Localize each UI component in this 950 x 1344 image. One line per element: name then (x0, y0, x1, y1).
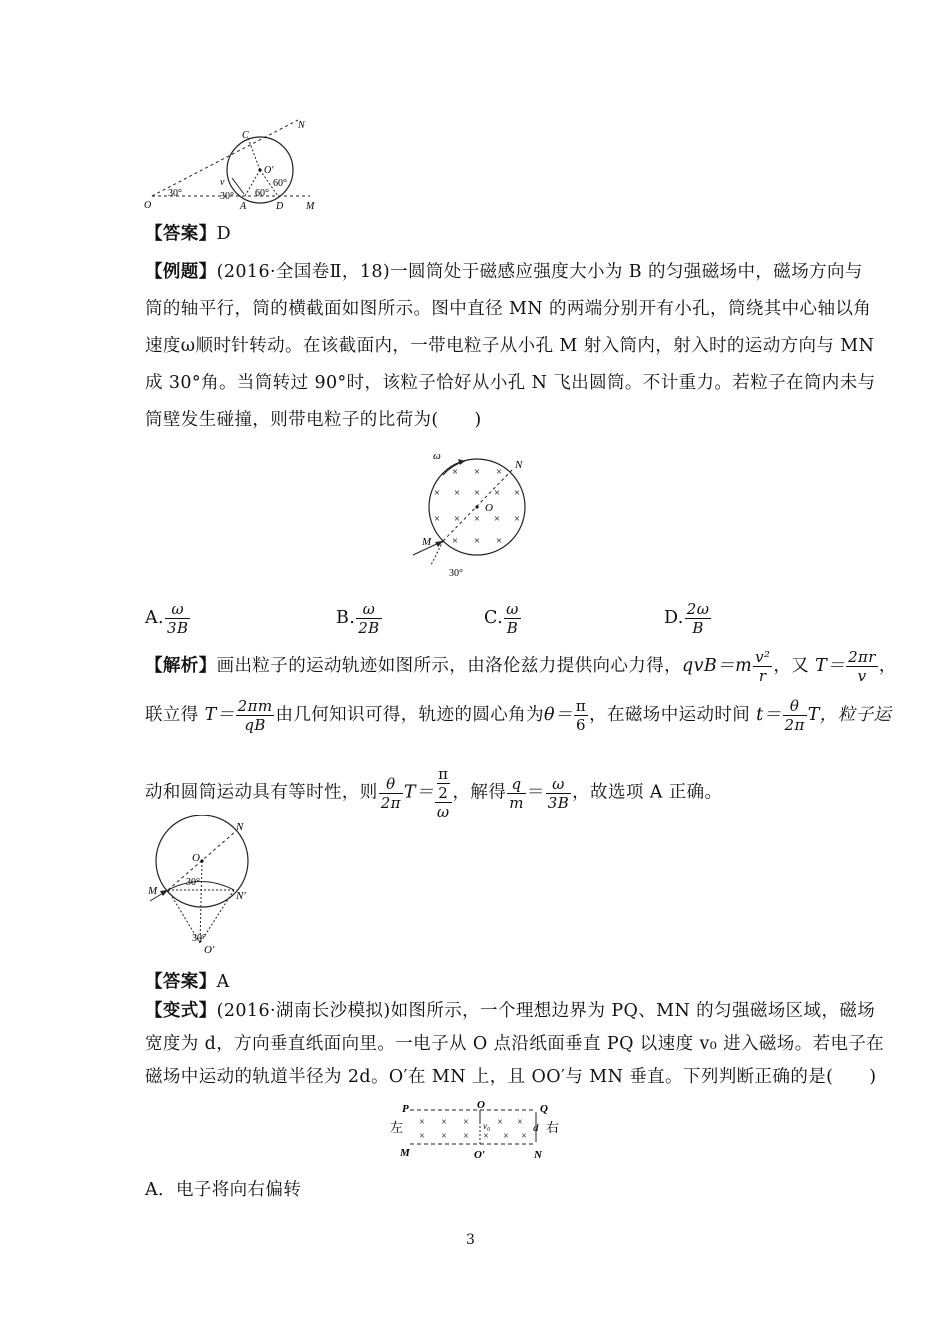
cross: × (493, 513, 501, 525)
cross: × (473, 487, 481, 499)
cross: × (463, 1117, 469, 1128)
label-c: C (242, 130, 249, 141)
cross: × (433, 487, 441, 499)
example-line-1: 【例题】(2016·全国卷Ⅱ，18)一圆筒处于磁感应强度大小为 B 的匀强磁场中，磁场方向与 (145, 262, 863, 282)
label-30-2: 30° (192, 933, 206, 944)
figure-1-diagram (140, 112, 330, 216)
cross: × (441, 1131, 447, 1142)
analysis-line-1: 【解析】画出粒子的运动轨迹如图所示，由洛伦兹力提供向心力得，qvB＝m $\frac{\text{v²}}{r}$ ，又 T＝ $\frac{2\pi r}{v}$ ， (145, 648, 897, 685)
cross: × (433, 513, 441, 525)
figure-3-diagram (140, 815, 260, 960)
figure-4-diagram (388, 1098, 588, 1164)
example-line-5: 筒壁发生碰撞，则带电粒子的比荷为( ) (145, 410, 482, 430)
label-30: 30° (449, 568, 463, 579)
cross: × (493, 487, 501, 499)
label-m: M (148, 885, 158, 897)
label-o: O (485, 502, 493, 514)
label-m: M (400, 1147, 410, 1159)
label-q: Q (540, 1103, 548, 1115)
cross: × (463, 1131, 469, 1142)
label-o-prime: O′ (474, 1149, 486, 1161)
option-a[interactable]: A. $\frac{\omega}{3B}$ (145, 600, 189, 637)
page-number: 3 (466, 1232, 475, 1248)
cross: × (473, 466, 481, 478)
label-n: N (515, 459, 523, 471)
example-tag: 【例题】 (145, 262, 217, 282)
variant-line-1: 【变式】(2016·湖南长沙模拟)如图所示，一个理想边界为 PQ、MN 的匀强磁场区域，磁场 (145, 1001, 876, 1021)
cross: × (497, 1117, 503, 1128)
label-60-1: 60° (273, 178, 287, 189)
label-o-prime: O′ (264, 165, 274, 176)
cross: × (473, 535, 481, 547)
label-n: N (298, 120, 305, 131)
label-n: N (236, 821, 244, 833)
answer-1-value: D (216, 224, 232, 244)
option-b[interactable]: B. $\frac{\omega}{2B}$ (336, 600, 380, 637)
label-n: N (534, 1149, 542, 1161)
variant-line-2: 宽度为 d，方向垂直纸面向里。一电子从 O 点沿纸面垂直 PQ 以速度 v₀ 进入磁场。若电子在 (145, 1034, 885, 1054)
cross: × (451, 466, 459, 478)
label-o: O (144, 200, 152, 211)
cross: × (419, 1117, 425, 1128)
figure-2-diagram (405, 445, 550, 585)
example-line-2: 筒的轴平行，筒的横截面如图所示。图中直径 MN 的两端分别开有小孔，筒绕其中心轴以角 (145, 299, 872, 319)
answer-1 (145, 219, 231, 249)
label-m: M (306, 201, 315, 212)
variant-line-3: 磁场中运动的轨道半径为 2d。O′在 MN 上，且 OO′与 MN 垂直。下列判断正确的是( ) (145, 1067, 877, 1087)
answer-1-tag: 【答案】 (145, 224, 217, 244)
answer-2: 【答案】A (145, 972, 230, 992)
cross: × (453, 487, 461, 499)
label-left: 左 (390, 1120, 404, 1135)
label-o: O (477, 1099, 485, 1111)
cross: × (513, 513, 521, 525)
cross: × (441, 1117, 447, 1128)
example-line-4: 成 30°角。当筒转过 90°时，该粒子恰好从小孔 N 飞出圆筒。不计重力。若粒子在筒内未与 (145, 373, 876, 393)
label-v: v (220, 177, 225, 188)
label-m: M (422, 536, 432, 548)
cross: × (419, 1131, 425, 1142)
example-line-3: 速度ω顺时针转动。在该截面内，一带电粒子从小孔 M 射入筒内，射入时的运动方向与 MN (145, 336, 875, 356)
label-d: d (533, 1122, 539, 1134)
label-omega: ω (433, 450, 441, 462)
label-a: A (240, 201, 247, 212)
label-p: P (402, 1103, 409, 1115)
analysis-line-3: 动和圆筒运动具有等时性，则 $\frac{\theta}{2\pi}$ T＝ π 2 ω ，解得 $\frac{q}{m}$ ＝ $\frac{\omega}{3B}$ ，故选项 A 正确。 (145, 765, 723, 821)
label-o-prime: O′ (204, 944, 215, 956)
label-o: O (192, 852, 200, 864)
label-30-2: 30° (220, 191, 234, 202)
cross: × (451, 535, 459, 547)
cross: × (503, 1131, 509, 1142)
cross: × (517, 1117, 523, 1128)
label-60-2: 60° (255, 188, 269, 199)
cross: × (513, 487, 521, 499)
cross: × (521, 1131, 527, 1142)
cross: × (495, 535, 503, 547)
cross: × (453, 513, 461, 525)
label-d: D (276, 201, 284, 212)
choice-a[interactable]: A．电子将向右偏转 (145, 1180, 302, 1200)
label-right: 右 (546, 1120, 560, 1135)
cross: × (495, 466, 503, 478)
label-n-prime: N′ (236, 890, 246, 902)
label-30-1: 30° (186, 877, 200, 888)
cross: × (473, 513, 481, 525)
analysis-line-2: 联立得 T＝ $\frac{2\pi m}{qB}$ 由几何知识可得，轨迹的圆心角为θ＝ $\frac{\pi}{6}$ ，在磁场中运动时间 t＝ $\frac{\theta}{2\pi}$ T，粒子运 (145, 697, 892, 734)
option-d[interactable]: D. $\frac{2\omega}{B}$ (664, 600, 710, 637)
label-v0: v₀ (483, 1121, 491, 1131)
label-30-1: 30° (168, 188, 182, 199)
option-c[interactable]: C. $\frac{\omega}{B}$ (484, 600, 519, 637)
cross: × (483, 1131, 489, 1142)
